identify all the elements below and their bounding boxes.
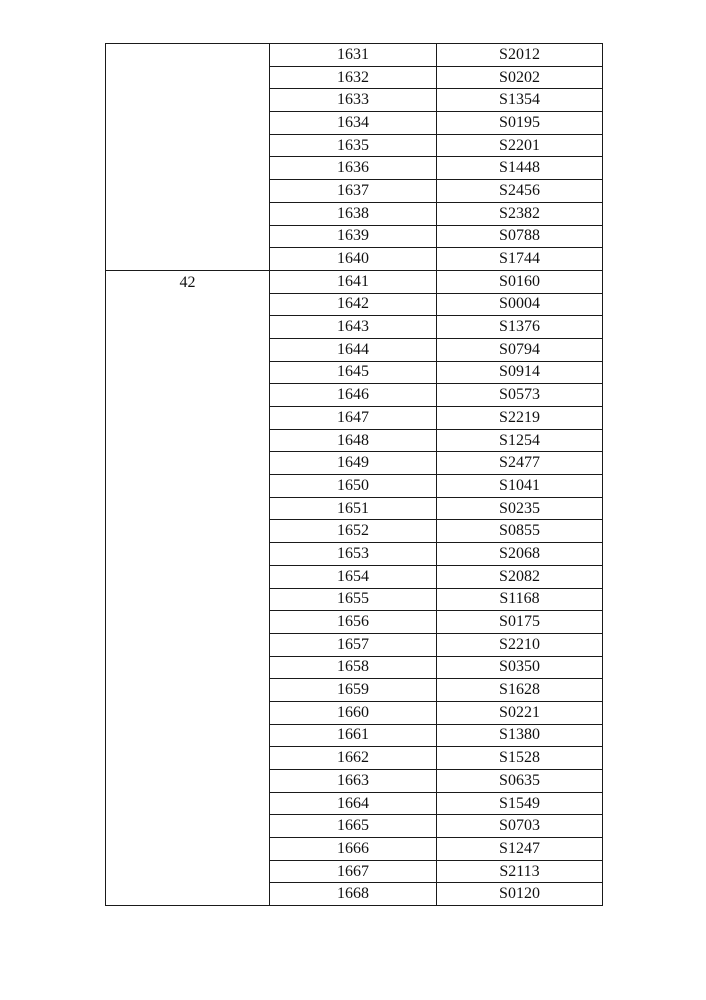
row-code-cell: S1354 xyxy=(437,89,603,112)
row-code-cell: S0004 xyxy=(437,293,603,316)
row-code-cell: S2082 xyxy=(437,565,603,588)
row-number-cell: 1657 xyxy=(270,633,437,656)
row-code-cell: S1247 xyxy=(437,838,603,861)
row-code-cell: S1041 xyxy=(437,475,603,498)
group-label-cell: 42 xyxy=(106,270,270,905)
row-number-cell: 1644 xyxy=(270,338,437,361)
row-number-cell: 1655 xyxy=(270,588,437,611)
row-number-cell: 1650 xyxy=(270,475,437,498)
row-number-cell: 1652 xyxy=(270,520,437,543)
row-code-cell: S1376 xyxy=(437,316,603,339)
row-number-cell: 1659 xyxy=(270,679,437,702)
row-code-cell: S1744 xyxy=(437,248,603,271)
row-code-cell: S0350 xyxy=(437,656,603,679)
row-code-cell: S0635 xyxy=(437,770,603,793)
row-code-cell: S0120 xyxy=(437,883,603,906)
row-code-cell: S2201 xyxy=(437,134,603,157)
row-number-cell: 1637 xyxy=(270,180,437,203)
row-number-cell: 1647 xyxy=(270,407,437,430)
row-number-cell: 1656 xyxy=(270,611,437,634)
row-code-cell: S0195 xyxy=(437,112,603,135)
row-number-cell: 1653 xyxy=(270,543,437,566)
row-code-cell: S1254 xyxy=(437,429,603,452)
row-number-cell: 1646 xyxy=(270,384,437,407)
row-code-cell: S2382 xyxy=(437,202,603,225)
row-number-cell: 1639 xyxy=(270,225,437,248)
group-label-cell xyxy=(106,44,270,271)
row-number-cell: 1665 xyxy=(270,815,437,838)
row-number-cell: 1664 xyxy=(270,792,437,815)
row-number-cell: 1640 xyxy=(270,248,437,271)
row-code-cell: S2456 xyxy=(437,180,603,203)
row-code-cell: S2012 xyxy=(437,44,603,67)
row-code-cell: S0202 xyxy=(437,66,603,89)
table-row xyxy=(106,270,603,293)
table-body xyxy=(106,44,603,906)
row-code-cell: S1528 xyxy=(437,747,603,770)
table-row xyxy=(106,44,603,67)
row-code-cell: S2219 xyxy=(437,407,603,430)
row-number-cell: 1661 xyxy=(270,724,437,747)
row-code-cell: S0703 xyxy=(437,815,603,838)
row-number-cell: 1662 xyxy=(270,747,437,770)
row-number-cell: 1636 xyxy=(270,157,437,180)
row-code-cell: S0855 xyxy=(437,520,603,543)
row-number-cell: 1632 xyxy=(270,66,437,89)
row-code-cell: S0221 xyxy=(437,701,603,724)
row-code-cell: S0175 xyxy=(437,611,603,634)
row-number-cell: 1667 xyxy=(270,860,437,883)
row-code-cell: S0914 xyxy=(437,361,603,384)
row-number-cell: 1635 xyxy=(270,134,437,157)
row-number-cell: 1634 xyxy=(270,112,437,135)
row-code-cell: S1380 xyxy=(437,724,603,747)
row-number-cell: 1654 xyxy=(270,565,437,588)
row-number-cell: 1663 xyxy=(270,770,437,793)
row-code-cell: S2113 xyxy=(437,860,603,883)
row-code-cell: S1448 xyxy=(437,157,603,180)
row-number-cell: 1642 xyxy=(270,293,437,316)
row-number-cell: 1631 xyxy=(270,44,437,67)
row-code-cell: S0573 xyxy=(437,384,603,407)
row-number-cell: 1666 xyxy=(270,838,437,861)
assignment-table xyxy=(105,43,603,906)
row-number-cell: 1658 xyxy=(270,656,437,679)
row-number-cell: 1641 xyxy=(270,270,437,293)
row-code-cell: S1628 xyxy=(437,679,603,702)
row-number-cell: 1660 xyxy=(270,701,437,724)
row-code-cell: S0160 xyxy=(437,270,603,293)
row-number-cell: 1638 xyxy=(270,202,437,225)
row-code-cell: S0235 xyxy=(437,497,603,520)
row-code-cell: S1549 xyxy=(437,792,603,815)
row-code-cell: S0788 xyxy=(437,225,603,248)
row-code-cell: S1168 xyxy=(437,588,603,611)
row-number-cell: 1648 xyxy=(270,429,437,452)
row-code-cell: S2210 xyxy=(437,633,603,656)
row-number-cell: 1651 xyxy=(270,497,437,520)
row-code-cell: S2477 xyxy=(437,452,603,475)
row-number-cell: 1633 xyxy=(270,89,437,112)
row-number-cell: 1668 xyxy=(270,883,437,906)
row-number-cell: 1643 xyxy=(270,316,437,339)
row-code-cell: S0794 xyxy=(437,338,603,361)
row-number-cell: 1645 xyxy=(270,361,437,384)
row-code-cell: S2068 xyxy=(437,543,603,566)
row-number-cell: 1649 xyxy=(270,452,437,475)
